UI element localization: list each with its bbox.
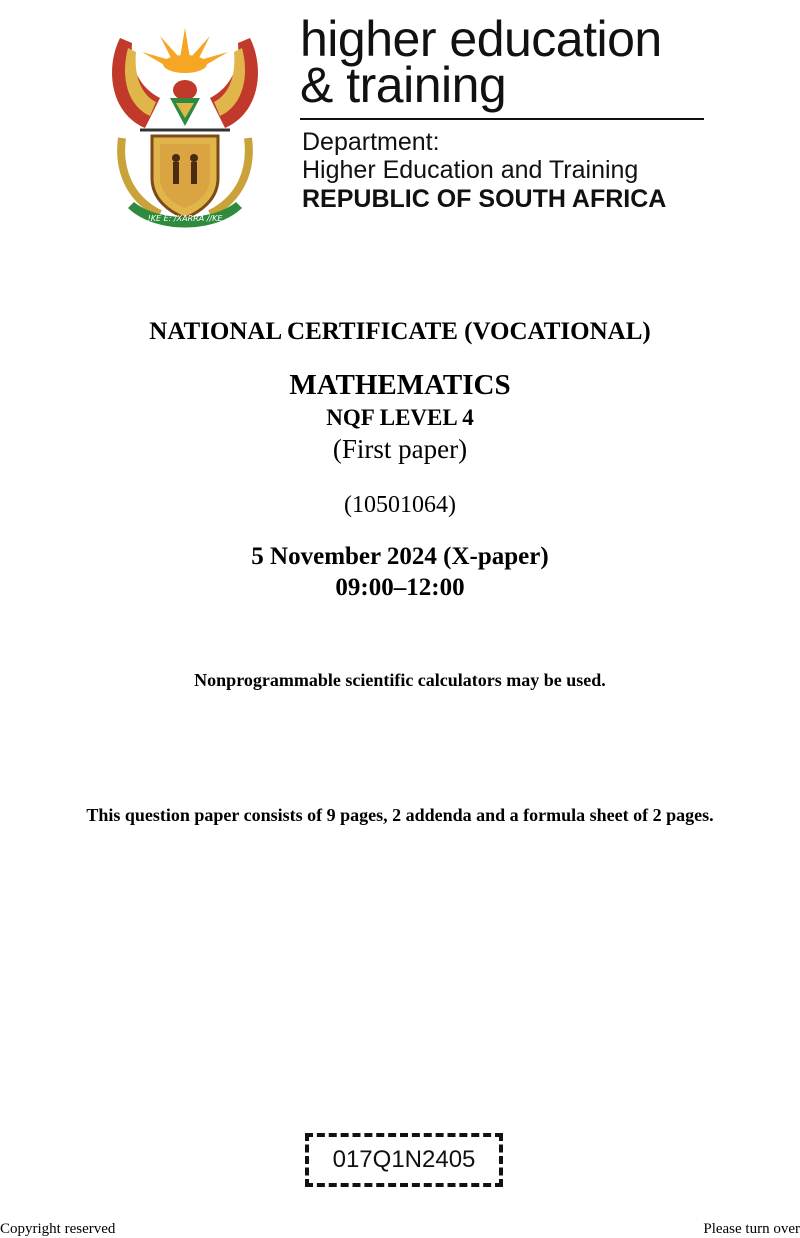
copyright-footer: Copyright reserved (0, 1221, 116, 1237)
department-name: Higher Education and Training (302, 156, 639, 184)
motto-text: !KE E: /XARRA //KE (147, 214, 223, 223)
calculator-note: Nonprogrammable scientific calculators may be used. (194, 670, 606, 690)
republic-label: REPUBLIC OF SOUTH AFRICA (302, 185, 667, 213)
page-count-note: This question paper consists of 9 pages, 2 addenda and a formula sheet of 2 pages. (86, 805, 714, 825)
subject-code: (10501064) (344, 492, 456, 518)
header-title-line1: higher education (300, 11, 662, 67)
exam-date: 5 November 2024 (X-paper) (251, 543, 549, 570)
turn-over-footer: Please turn over (703, 1221, 800, 1237)
nqf-level: NQF LEVEL 4 (326, 405, 474, 430)
coat-of-arms-icon (100, 18, 270, 232)
department-label: Department: (302, 128, 440, 156)
exam-time: 09:00–12:00 (335, 574, 465, 601)
qualification-title: NATIONAL CERTIFICATE (VOCATIONAL) (149, 318, 651, 345)
sun-icon (142, 28, 228, 73)
barcode-number: 017Q1N2405 (332, 1146, 476, 1173)
subject-title: MATHEMATICS (289, 369, 511, 401)
header-divider (300, 118, 704, 120)
header-title-line2: & training (300, 57, 507, 113)
barcode-box (305, 1133, 503, 1187)
paper-number: (First paper) (332, 434, 468, 464)
